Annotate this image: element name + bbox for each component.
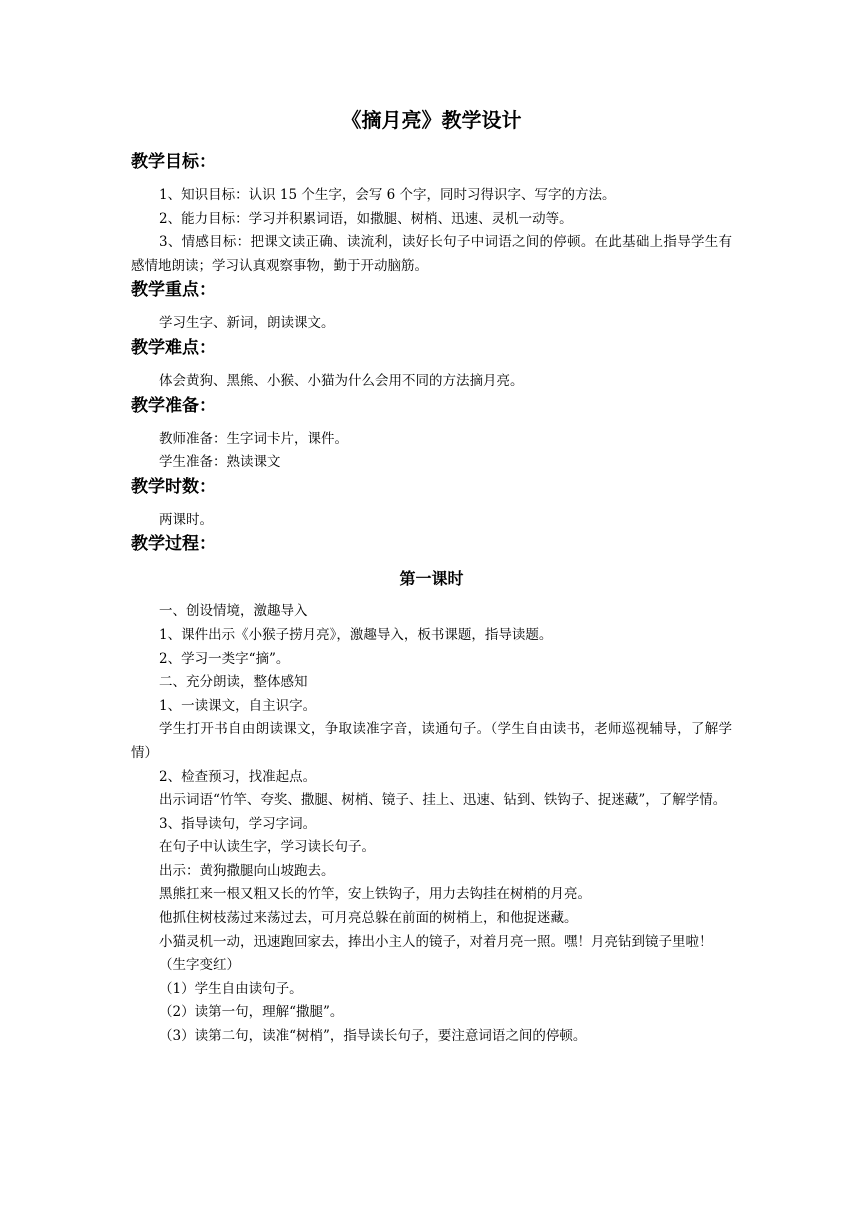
process-paragraph: 在句子中认读生字，学习读长句子。 (159, 839, 375, 856)
process-paragraph: 2、检查预习，找准起点。 (159, 768, 317, 785)
process-note: （2）读第一句，理解“撒腿”。 (159, 1004, 344, 1021)
section-heading-preparation: 教学准备： (131, 395, 216, 416)
preparation-teacher: 教师准备：生字词卡片，课件。 (159, 430, 348, 447)
process-note: （1）学生自由读句子。 (159, 980, 303, 997)
process-paragraph: 3、指导读句，学习字词。 (159, 815, 317, 832)
goal-item-1: 1、知识目标：认识 15 个生字，会写 6 个字，同时习得识字、写字的方法。 (159, 187, 616, 203)
preparation-student: 学生准备：熟读课文 (159, 454, 281, 471)
document-title: 《摘月亮》教学设计 (341, 108, 522, 132)
goal-item-3: 3、情感目标：把课文读正确、读流利，读好长句子中词语之间的停顿。在此基础上指导学生有感情地朗读；学习认真观察事物，勤于开动脑筋。 (131, 234, 732, 274)
process-paragraph: 出示词语“竹竿、夸奖、撒腿、树梢、镜子、挂上、迅速、钻到、铁钩子、捉迷藏”，了解学情。 (159, 792, 727, 809)
process-paragraph: 小猫灵机一动，迅速跑回家去，捧出小主人的镜子，对着月亮一照。嘿！月亮钻到镜子里啦！ (159, 933, 713, 950)
section-heading-goals: 教学目标： (131, 152, 216, 172)
section-heading-key-points: 教学重点： (131, 280, 216, 301)
process-paragraph: 学生打开书自由朗读课文，争取读准字音，读通句子。（学生自由读书，老师巡视辅导，了解学情） (131, 721, 732, 761)
process-paragraph: 出示：黄狗撒腿向山坡跑去。 (159, 862, 335, 879)
process-paragraph: 黑熊扛来一根又粗又长的竹竿，安上铁钩子，用力去钩挂在树梢的月亮。 (159, 886, 591, 903)
process-paragraph: 二、充分朗读，整体感知 (159, 674, 308, 691)
difficulties-text: 体会黄狗、黑熊、小猴、小猫为什么会用不同的方法摘月亮。 (159, 372, 524, 389)
section-heading-difficulties: 教学难点： (131, 337, 216, 358)
process-note: （3）读第二句，读准“树梢”，指导读长句子，要注意词语之间的停顿。 (159, 1028, 587, 1045)
process-paragraph: 他抓住树枝荡过来荡过去，可月亮总躲在前面的树梢上，和他捉迷藏。 (159, 910, 578, 927)
key-points-text: 学习生字、新词，朗读课文。 (159, 315, 335, 332)
section-heading-hours: 教学时数： (131, 476, 216, 497)
section-heading-process: 教学过程： (131, 534, 216, 555)
lesson-title: 第一课时 (399, 569, 464, 589)
process-paragraph: 1、课件出示《小猴子捞月亮》，激趣导入，板书课题，指导读题。 (159, 626, 553, 643)
process-note: （生字变红） (159, 957, 240, 974)
process-paragraph: 2、学习一类字“摘”。 (159, 650, 290, 667)
process-paragraph: 1、一读课文，自主识字。 (159, 697, 317, 714)
goal-item-2: 2、能力目标：学习并积累词语，如撒腿、树梢、迅速、灵机一动等。 (159, 210, 573, 227)
hours-text: 两课时。 (159, 511, 213, 528)
process-paragraph: 一、创设情境，激趣导入 (159, 603, 308, 620)
